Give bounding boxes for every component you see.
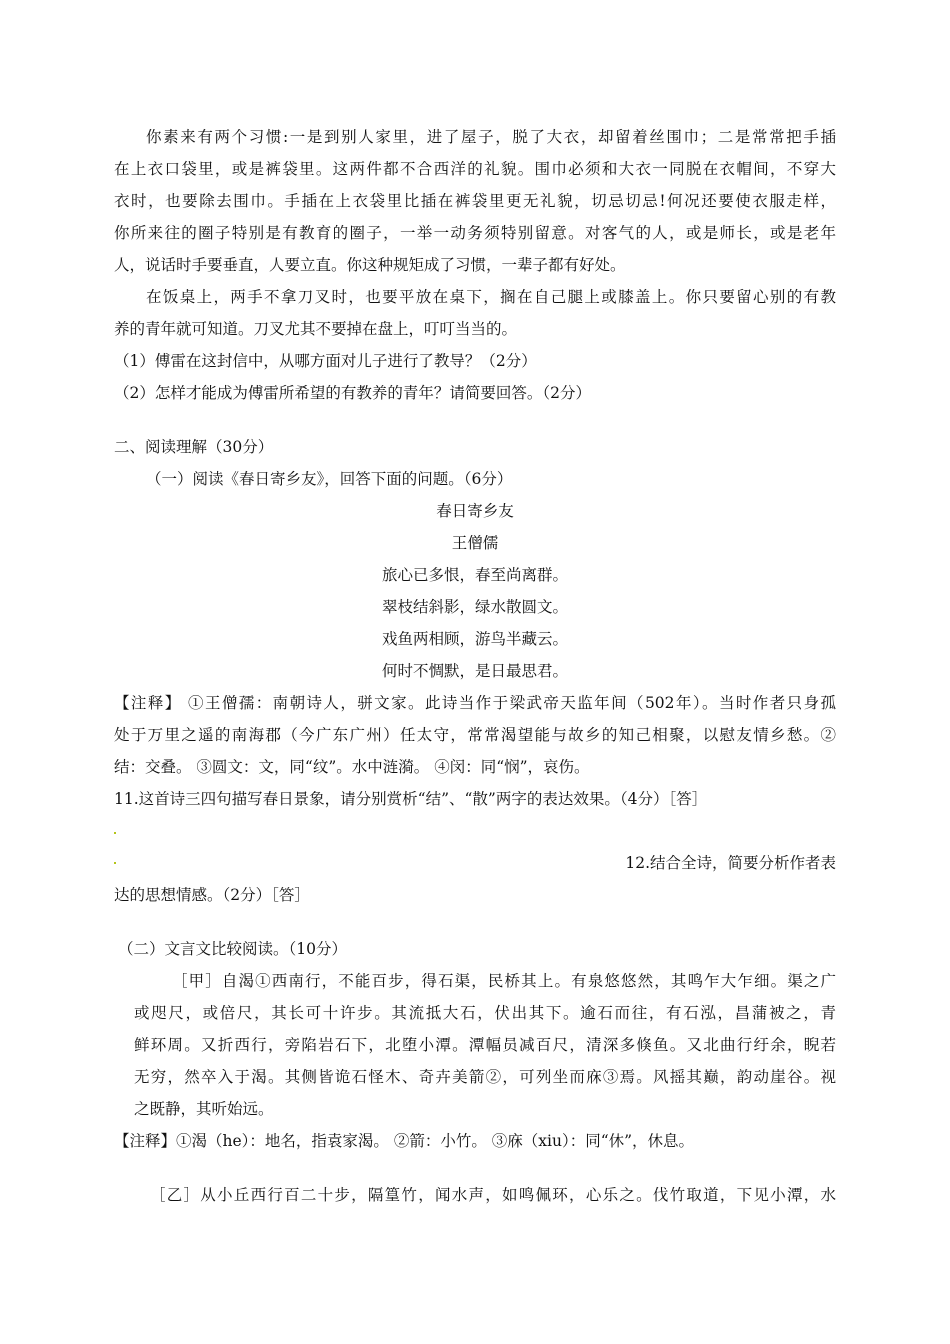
text-line: 人，说话时手要垂直，人要立直。你这种规矩成了习惯，一辈子都有好处。 xyxy=(114,256,626,274)
text-line: 或咫尺，或倍尺，其长可十许步。其流抵大石，伏出其下。逾石而往，有石泓，昌蒲被之，青 xyxy=(134,1004,836,1022)
part1-intro: （一）阅读《春日寄乡友》，回答下面的问题。（6分） xyxy=(146,470,513,488)
question-1: （1）傅雷在这封信中，从哪方面对儿子进行了教导？（2分） xyxy=(114,352,537,370)
section-heading: 二、阅读理解（30分） xyxy=(114,438,274,456)
text-line: 你所来往的圈子特别是有教育的圈子，一举一动务须特别留意。对客气的人，或是师长，或是老年 xyxy=(114,224,836,242)
text-line: 无穷，然卒入于渴。其侧皆诡石怪木、奇卉美箭②，可列坐而庥③焉。风摇其巅，韵动崖谷。视 xyxy=(134,1068,836,1086)
text-line: 鲜环周。又折西行，旁陷岩石下，北堕小潭。潭幅员减百尺，清深多倏鱼。又北曲行纡余，睨若 xyxy=(134,1036,836,1054)
note-line: 【注释】 ①王僧孺：南朝诗人，骈文家。此诗当作于梁武帝天监年间（502年）。当时作者只身孤 xyxy=(114,694,836,712)
text-line: ［甲］自渴①西南行，不能百步，得石渠，民桥其上。有泉悠悠然，其鸣乍大乍细。渠之广 xyxy=(172,972,836,990)
text-line: 之既静，其听始远。 xyxy=(134,1100,274,1118)
poem-line: 何时不惆默，是日最思君。 xyxy=(381,662,568,680)
question-11: 11.这首诗三四句描写春日景象，请分别赏析“结”、“散”两字的表达效果。（4分）［答］ xyxy=(114,790,708,808)
marker-dot xyxy=(114,832,116,834)
question-2: （2）怎样才能成为傅雷所希望的有教养的青年？请简要回答。（2分） xyxy=(114,384,591,402)
poem-author: 王僧儒 xyxy=(451,534,499,552)
poem-line: 翠枝结斜影，绿水散圆文。 xyxy=(381,598,568,616)
note-line: 结：交叠。 ③圆文：文，同“纹”。水中涟漪。 ④闵：同“悯”，哀伤。 xyxy=(114,758,590,776)
poem-line: 戏鱼两相顾，游鸟半藏云。 xyxy=(381,630,568,648)
text-line: 你素来有两个习惯:一是到别人家里，进了屋子，脱了大衣，却留着丝围巾；二是常常把手插 xyxy=(146,128,836,146)
text-line: 在饭桌上，两手不拿刀叉时，也要平放在桌下，搁在自己腿上或膝盖上。你只要留心别的有教 xyxy=(146,288,836,306)
question-12-continued: 达的思想情感。（2分）［答］ xyxy=(114,886,310,904)
poem-line: 旅心已多恨，春至尚离群。 xyxy=(381,566,568,584)
passage-yi: ［乙］从小丘西行百二十步，隔篁竹，闻水声，如鸣佩环，心乐之。伐竹取道，下见小潭，水 xyxy=(150,1186,836,1204)
note-line: 处于万里之遥的南海郡（今广东广州）任太守，常常渴望能与故乡的知己相聚，以慰友情乡愁。② xyxy=(114,726,836,744)
text-line: 在上衣口袋里，或是裤袋里。这两件都不合西洋的礼貌。围巾必须和大衣一同脱在衣帽间，不穿大 xyxy=(114,160,836,178)
text-line: 衣时，也要除去围巾。手插在上衣袋里比插在裤袋里更无礼貌，切忌切忌!何况还要使衣服走样， xyxy=(114,192,836,210)
text-line: 养的青年就可知道。刀叉尤其不要掉在盘上，叮叮当当的。 xyxy=(114,320,518,338)
question-12: 12.结合全诗，简要分析作者表 xyxy=(625,854,836,872)
part2-intro: （二）文言文比较阅读。（10分） xyxy=(118,940,347,958)
jia-notes: 【注释】①渴（he）：地名，指袁家渴。 ②箭：小竹。 ③庥（xiu）：同“休”，休息。 xyxy=(114,1132,695,1150)
poem-title: 春日寄乡友 xyxy=(436,502,514,520)
